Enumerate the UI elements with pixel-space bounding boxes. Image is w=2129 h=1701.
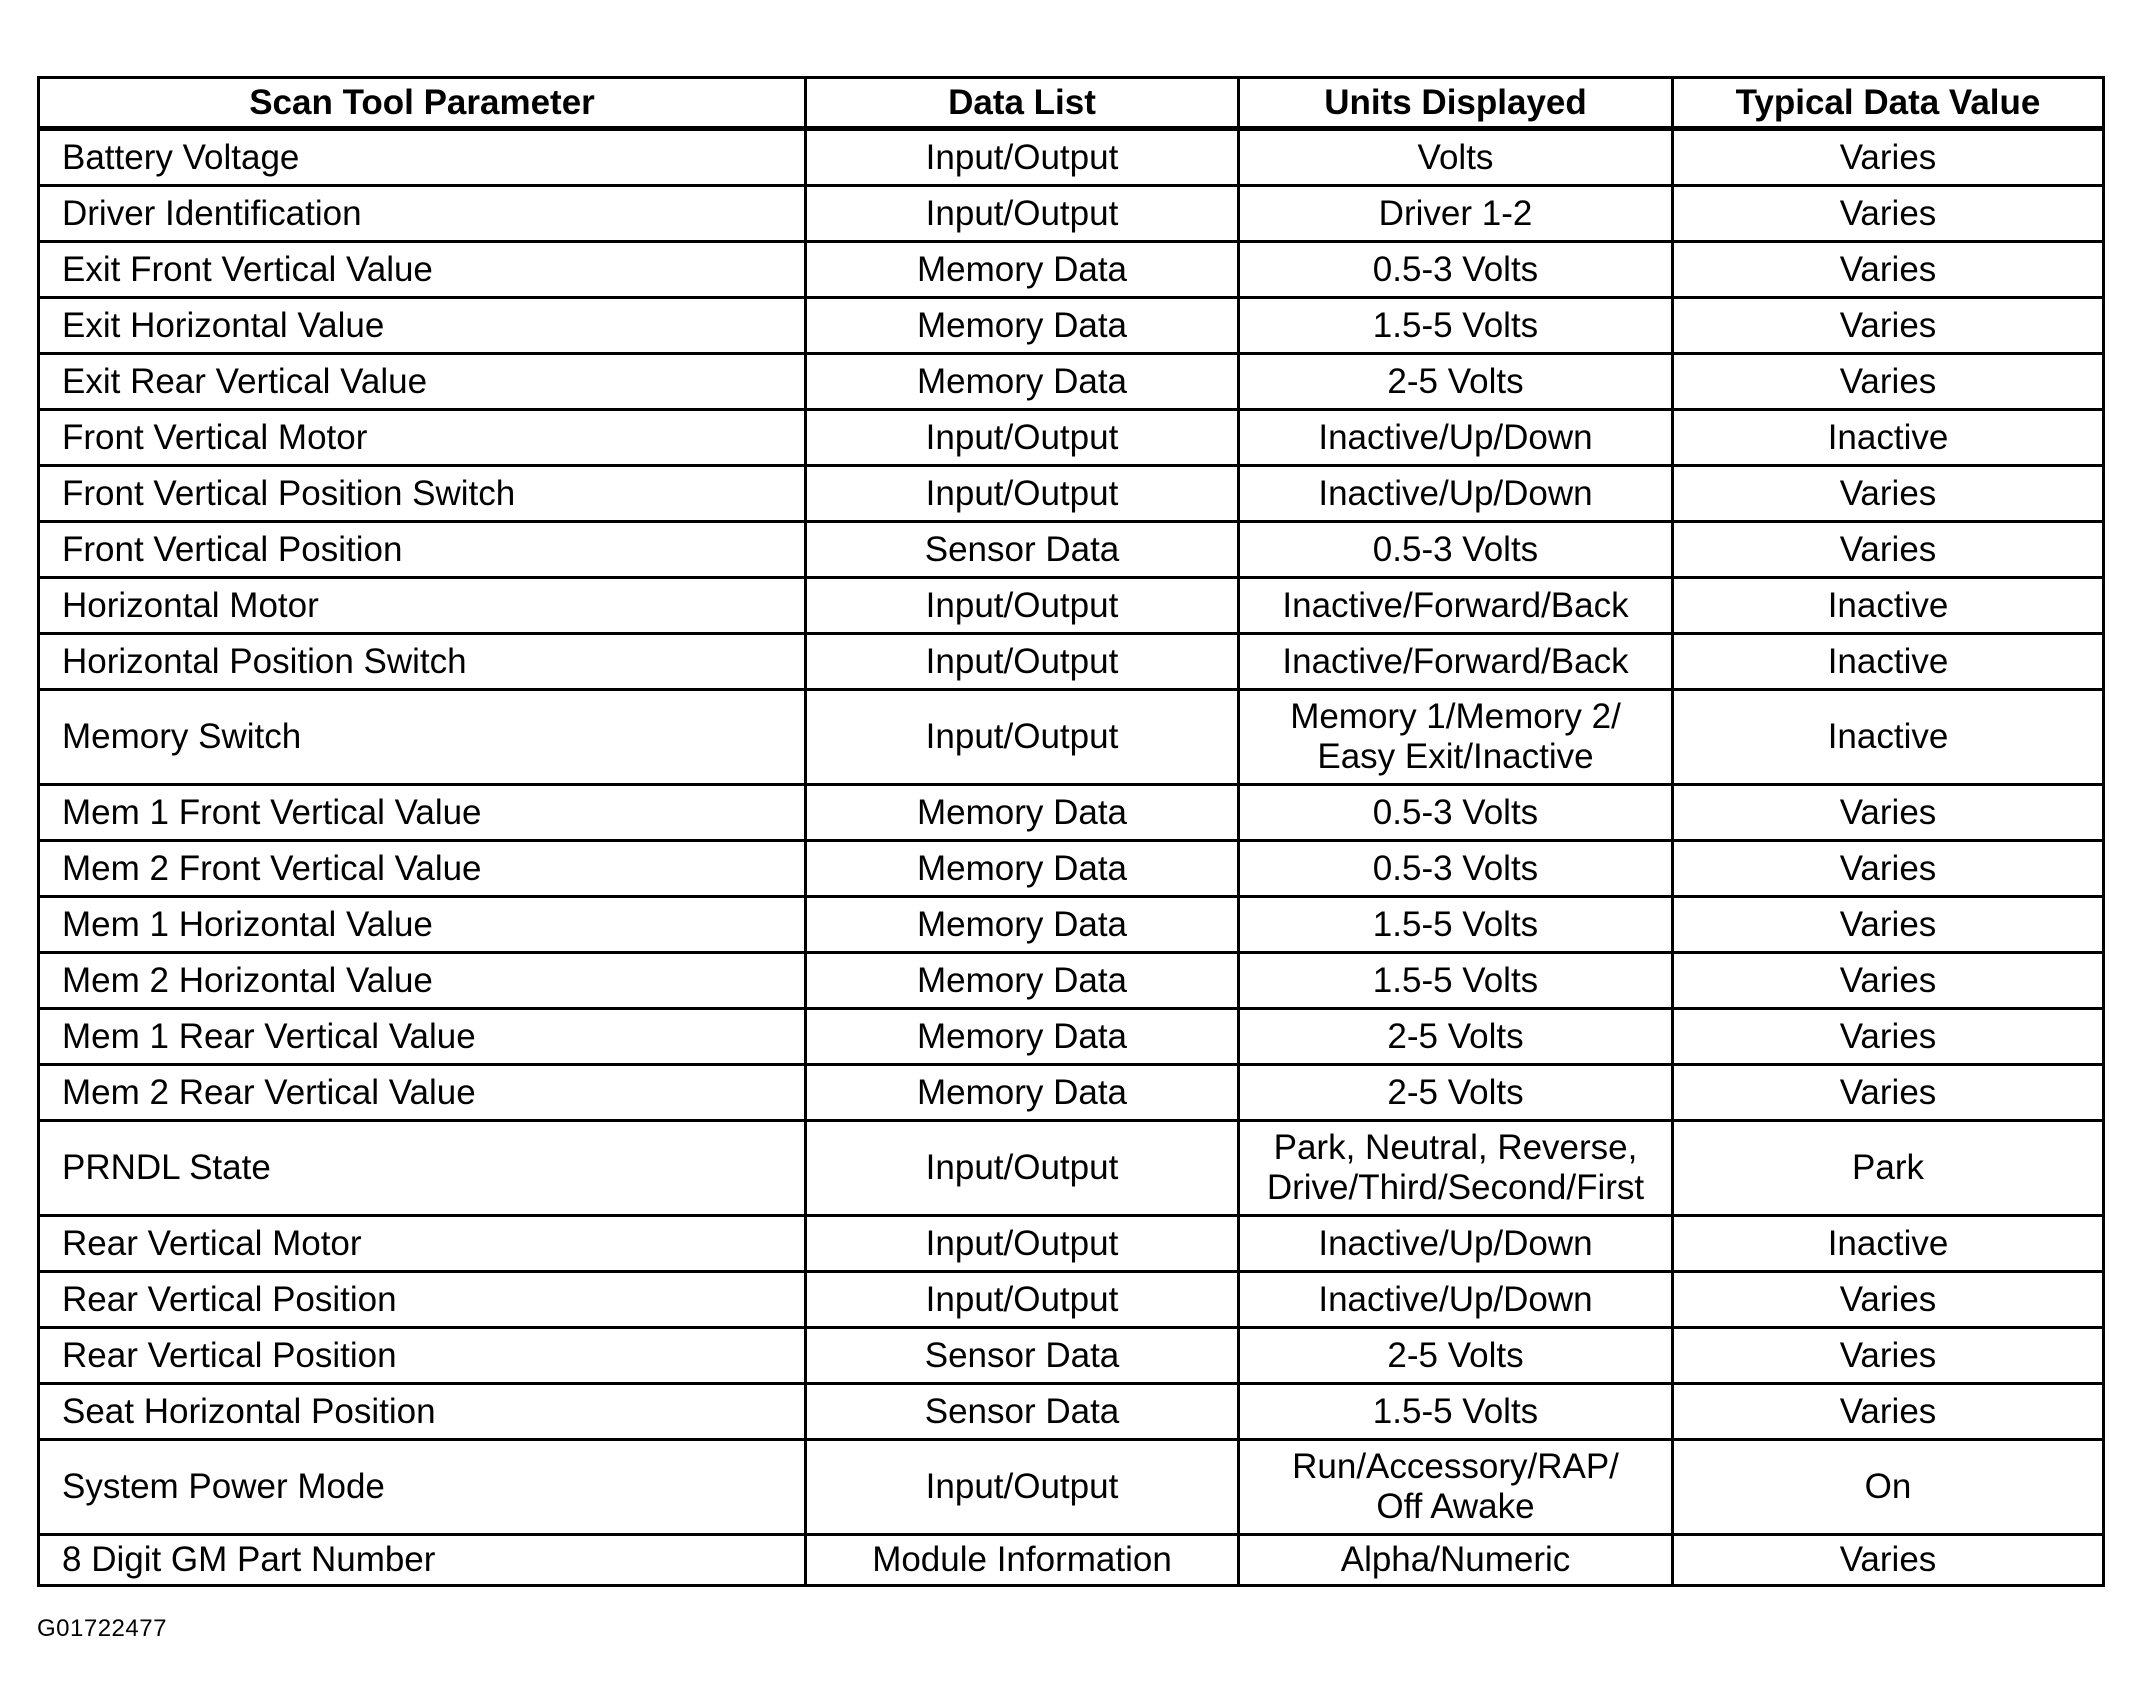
cell-text-line: Memory Data (916, 305, 1128, 345)
cell-text-line: Run/Accessory/RAP/ (1292, 1447, 1619, 1486)
cell-text-line: Mem 1 Rear Vertical Value (62, 1016, 476, 1056)
table-row (39, 242, 2104, 298)
cell-text-line: 1.5-5 Volts (1372, 904, 1539, 944)
cell-text-line: Inactive (1827, 717, 1949, 756)
parameter-cell (39, 242, 806, 298)
cell-text-line: Inactive (1827, 417, 1949, 457)
typical-value-cell (1673, 634, 2104, 690)
units-cell (1239, 1216, 1673, 1272)
cell-text-line: Rear Vertical Position (62, 1335, 397, 1375)
cell-text-line: Inactive/Up/Down (1318, 1279, 1593, 1319)
cell-text-line: Inactive/Up/Down (1318, 473, 1593, 513)
typical-value-cell (1673, 410, 2104, 466)
data-list-cell (806, 953, 1239, 1009)
cell-text-line: Driver Identification (62, 193, 362, 233)
table-row (39, 410, 2104, 466)
figure-id-label: G01722477 (37, 1615, 167, 1642)
data-list-cell (806, 466, 1239, 522)
units-cell (1239, 186, 1673, 242)
cell-text-line: Inactive/Forward/Back (1282, 641, 1629, 681)
cell-text-line: System Power Mode (62, 1467, 385, 1506)
cell-text-line: Horizontal Motor (62, 585, 319, 625)
column-header: Units Displayed (1239, 78, 1673, 129)
data-list-cell (806, 1121, 1239, 1216)
cell-text-line: Memory Data (916, 1072, 1128, 1112)
cell-text-line: 8 Digit GM Part Number (62, 1540, 436, 1579)
typical-value-cell (1673, 354, 2104, 410)
typical-value-cell (1673, 1065, 2104, 1121)
cell-text-line: Memory Data (916, 904, 1128, 944)
cell-text-line: Alpha/Numeric (1340, 1540, 1571, 1579)
cell-text-line: Varies (1839, 848, 1937, 888)
units-cell (1239, 1535, 1673, 1586)
cell-text-line: 2-5 Volts (1387, 361, 1524, 401)
cell-text-line: 0.5-3 Volts (1372, 249, 1539, 289)
data-list-cell (806, 129, 1239, 186)
table-row (39, 953, 2104, 1009)
typical-value-cell (1673, 242, 2104, 298)
table-row (39, 785, 2104, 841)
parameter-cell (39, 1535, 806, 1586)
cell-text-line: Memory Data (916, 1016, 1128, 1056)
column-header: Data List (806, 78, 1239, 129)
cell-text-line: Input/Output (925, 473, 1119, 513)
data-list-cell (806, 1272, 1239, 1328)
cell-text-line: Varies (1839, 1072, 1937, 1112)
typical-value-cell (1673, 841, 2104, 897)
units-cell (1239, 466, 1673, 522)
parameter-cell (39, 354, 806, 410)
table-row (39, 690, 2104, 785)
data-list-cell (806, 186, 1239, 242)
cell-text-line: Input/Output (925, 585, 1119, 625)
units-cell (1239, 410, 1673, 466)
data-list-cell (806, 1216, 1239, 1272)
data-list-cell (806, 1384, 1239, 1440)
parameter-cell (39, 578, 806, 634)
cell-text-line: Varies (1839, 1391, 1937, 1431)
typical-value-cell (1673, 186, 2104, 242)
units-cell (1239, 1272, 1673, 1328)
table-row (39, 1121, 2104, 1216)
cell-text-line: Exit Rear Vertical Value (62, 361, 428, 401)
cell-text-line: Memory Data (916, 848, 1128, 888)
cell-text-line: Front Vertical Motor (62, 417, 368, 457)
parameter-cell (39, 634, 806, 690)
parameter-cell (39, 1440, 806, 1535)
cell-text-line: Inactive/Up/Down (1318, 417, 1593, 457)
parameter-cell (39, 1216, 806, 1272)
cell-text-line: Memory Data (916, 792, 1128, 832)
cell-text-line: Inactive (1827, 641, 1949, 681)
data-list-cell (806, 634, 1239, 690)
cell-text-line: Input/Output (925, 193, 1119, 233)
cell-text-line: Varies (1839, 193, 1937, 233)
cell-text-line: Memory 1/Memory 2/ (1290, 697, 1621, 736)
units-cell (1239, 242, 1673, 298)
parameter-cell (39, 1328, 806, 1384)
data-list-cell (806, 578, 1239, 634)
data-list-cell (806, 690, 1239, 785)
cell-text-line: PRNDL State (62, 1148, 271, 1187)
cell-text-line: Varies (1839, 473, 1937, 513)
cell-text-line: Driver 1-2 (1378, 193, 1533, 233)
typical-value-cell (1673, 578, 2104, 634)
cell-text-line: Mem 2 Rear Vertical Value (62, 1072, 476, 1112)
cell-text-line: Inactive/Up/Down (1318, 1223, 1593, 1263)
cell-text-line: Park, Neutral, Reverse, (1273, 1128, 1638, 1167)
cell-text-line: Memory Data (916, 960, 1128, 1000)
cell-text-line: 1.5-5 Volts (1372, 1391, 1539, 1431)
cell-text-line: Mem 1 Horizontal Value (62, 904, 433, 944)
cell-text-line: Varies (1839, 1279, 1937, 1319)
data-list-cell (806, 897, 1239, 953)
table-row (39, 897, 2104, 953)
column-header: Scan Tool Parameter (39, 78, 806, 129)
cell-text-line: Input/Output (925, 1148, 1119, 1187)
table-row (39, 1328, 2104, 1384)
cell-text-line: Inactive (1827, 1223, 1949, 1263)
data-list-cell (806, 785, 1239, 841)
table-row (39, 522, 2104, 578)
data-list-cell (806, 1328, 1239, 1384)
table-row (39, 1009, 2104, 1065)
data-list-cell (806, 1440, 1239, 1535)
table-row (39, 1216, 2104, 1272)
units-cell (1239, 129, 1673, 186)
cell-text-line: Varies (1839, 137, 1937, 177)
cell-text-line: Off Awake (1376, 1487, 1535, 1526)
units-cell (1239, 897, 1673, 953)
cell-text-line: Easy Exit/Inactive (1317, 737, 1594, 776)
typical-value-cell (1673, 1535, 2104, 1586)
parameter-cell (39, 1272, 806, 1328)
cell-text-line: Rear Vertical Motor (62, 1223, 362, 1263)
column-header: Typical Data Value (1673, 78, 2104, 129)
typical-value-cell (1673, 1328, 2104, 1384)
cell-text-line: Varies (1839, 960, 1937, 1000)
table-row (39, 1535, 2104, 1586)
units-cell (1239, 1009, 1673, 1065)
units-cell (1239, 634, 1673, 690)
cell-text-line: Varies (1839, 305, 1937, 345)
typical-value-cell (1673, 129, 2104, 186)
cell-text-line: Module Information (872, 1540, 1172, 1579)
parameter-cell (39, 897, 806, 953)
parameter-cell (39, 1121, 806, 1216)
table-row (39, 129, 2104, 186)
cell-text-line: Battery Voltage (62, 137, 300, 177)
cell-text-line: Front Vertical Position (62, 529, 403, 569)
table-row (39, 1272, 2104, 1328)
data-list-cell (806, 1065, 1239, 1121)
units-cell (1239, 953, 1673, 1009)
cell-text-line: Memory Switch (62, 717, 302, 756)
cell-text-line: 2-5 Volts (1387, 1072, 1524, 1112)
parameter-cell (39, 298, 806, 354)
cell-text-line: Memory Data (916, 361, 1128, 401)
table-row (39, 1065, 2104, 1121)
units-cell (1239, 1328, 1673, 1384)
cell-text-line: Varies (1839, 1016, 1937, 1056)
cell-text-line: Varies (1839, 361, 1937, 401)
units-cell (1239, 1384, 1673, 1440)
cell-text-line: Varies (1839, 529, 1937, 569)
typical-value-cell (1673, 690, 2104, 785)
cell-text-line: Input/Output (925, 417, 1119, 457)
cell-text-line: Varies (1839, 249, 1937, 289)
typical-value-cell (1673, 1216, 2104, 1272)
cell-text-line: Input/Output (925, 641, 1119, 681)
parameter-cell (39, 785, 806, 841)
cell-text-line: 0.5-3 Volts (1372, 792, 1539, 832)
table-row (39, 354, 2104, 410)
cell-text-line: Input/Output (925, 137, 1119, 177)
cell-text-line: On (1864, 1467, 1912, 1506)
cell-text-line: 2-5 Volts (1387, 1016, 1524, 1056)
parameter-cell (39, 1065, 806, 1121)
table-row (39, 634, 2104, 690)
parameter-cell (39, 1384, 806, 1440)
cell-text-line: 1.5-5 Volts (1372, 960, 1539, 1000)
typical-value-cell (1673, 1384, 2104, 1440)
cell-text-line: Drive/Third/Second/First (1266, 1168, 1645, 1207)
cell-text-line: Varies (1839, 1540, 1937, 1579)
data-list-cell (806, 410, 1239, 466)
parameter-cell (39, 522, 806, 578)
cell-text-line: Sensor Data (924, 529, 1120, 569)
table-row (39, 466, 2104, 522)
cell-text-line: Exit Front Vertical Value (62, 249, 433, 289)
cell-text-line: Inactive/Forward/Back (1282, 585, 1629, 625)
table-row (39, 186, 2104, 242)
typical-value-cell (1673, 1272, 2104, 1328)
cell-text-line: Sensor Data (924, 1335, 1120, 1375)
data-list-cell (806, 298, 1239, 354)
cell-text-line: 1.5-5 Volts (1372, 305, 1539, 345)
units-cell (1239, 841, 1673, 897)
parameter-cell (39, 690, 806, 785)
parameter-cell (39, 841, 806, 897)
units-cell (1239, 690, 1673, 785)
table-row (39, 841, 2104, 897)
typical-value-cell (1673, 1440, 2104, 1535)
units-cell (1239, 522, 1673, 578)
units-cell (1239, 578, 1673, 634)
typical-value-cell (1673, 897, 2104, 953)
cell-text-line: Volts (1417, 137, 1494, 177)
units-cell (1239, 1065, 1673, 1121)
cell-text-line: Exit Horizontal Value (62, 305, 385, 345)
typical-value-cell (1673, 785, 2104, 841)
cell-text-line: Rear Vertical Position (62, 1279, 397, 1319)
units-cell (1239, 1121, 1673, 1216)
data-list-cell (806, 1535, 1239, 1586)
table-row (39, 1440, 2104, 1535)
cell-text-line: Varies (1839, 1335, 1937, 1375)
parameter-cell (39, 466, 806, 522)
cell-text-line: Input/Output (925, 1467, 1119, 1506)
table-body (39, 129, 2104, 1586)
data-list-cell (806, 1009, 1239, 1065)
cell-text-line: 0.5-3 Volts (1372, 848, 1539, 888)
table-row (39, 298, 2104, 354)
cell-text-line: Mem 1 Front Vertical Value (62, 792, 482, 832)
typical-value-cell (1673, 953, 2104, 1009)
cell-text-line: Input/Output (925, 1223, 1119, 1263)
data-list-cell (806, 354, 1239, 410)
typical-value-cell (1673, 1121, 2104, 1216)
units-cell (1239, 354, 1673, 410)
cell-text-line: 2-5 Volts (1387, 1335, 1524, 1375)
table-row (39, 578, 2104, 634)
table-row (39, 1384, 2104, 1440)
cell-text-line: Input/Output (925, 1279, 1119, 1319)
cell-text-line: Mem 2 Horizontal Value (62, 960, 433, 1000)
data-list-cell (806, 841, 1239, 897)
typical-value-cell (1673, 466, 2104, 522)
data-list-cell (806, 522, 1239, 578)
cell-text-line: 0.5-3 Volts (1372, 529, 1539, 569)
cell-text-line: Sensor Data (924, 1391, 1120, 1431)
cell-text-line: Varies (1839, 904, 1937, 944)
parameter-cell (39, 1009, 806, 1065)
cell-text-line: Horizontal Position Switch (62, 641, 467, 681)
typical-value-cell (1673, 298, 2104, 354)
cell-text-line: Seat Horizontal Position (62, 1391, 436, 1431)
parameter-cell (39, 186, 806, 242)
cell-text-line: Front Vertical Position Switch (62, 473, 516, 513)
units-cell (1239, 785, 1673, 841)
cell-text-line: Memory Data (916, 249, 1128, 289)
cell-text-line: Park (1852, 1148, 1924, 1187)
parameter-cell (39, 410, 806, 466)
units-cell (1239, 298, 1673, 354)
cell-text-line: Varies (1839, 792, 1937, 832)
parameter-cell (39, 953, 806, 1009)
units-cell (1239, 1440, 1673, 1535)
typical-value-cell (1673, 522, 2104, 578)
scan-tool-data-table (37, 76, 2105, 1587)
table-header-row (39, 78, 2104, 129)
cell-text-line: Input/Output (925, 717, 1119, 756)
data-list-cell (806, 242, 1239, 298)
parameter-cell (39, 129, 806, 186)
cell-text-line: Inactive (1827, 585, 1949, 625)
cell-text-line: Mem 2 Front Vertical Value (62, 848, 482, 888)
typical-value-cell (1673, 1009, 2104, 1065)
